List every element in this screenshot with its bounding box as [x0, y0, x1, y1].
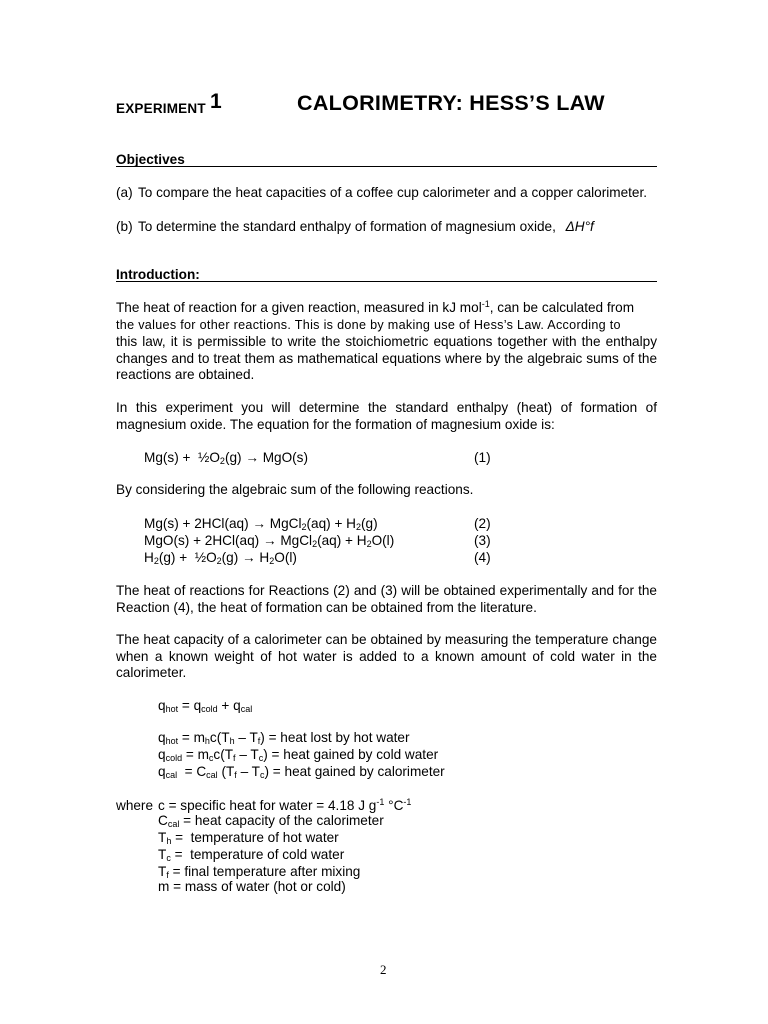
formula-q-hot: $q_{hot} = m_hc(T_h - T_f)$ = heat lost by hot water: [158, 730, 410, 746]
introduction-rule: [116, 281, 657, 282]
experiment-label: EXPERIMENT: [116, 101, 206, 116]
objective-a-label: (a): [116, 185, 133, 200]
objective-b: [116, 219, 658, 236]
objective-b-text: To determine the standard enthalpy of formation of magnesium oxide,: [138, 219, 556, 234]
equation-3: MgO(s) + 2HCl(aq) → MgCl$_2$(aq) + $H_2O(l)$ (3): [144, 533, 491, 549]
equation-4-number: (4): [474, 550, 491, 565]
intro-p1-line2: the values for other reactions. This is done by making use of Hess’s Law. According to: [116, 318, 621, 332]
introduction-heading: Introduction:: [116, 267, 200, 282]
objective-a-text: To compare the heat capacities of a coffee cup calorimeter and a copper calorimeter.: [138, 185, 648, 200]
def-mass: m = mass of water (hot or cold): [158, 879, 346, 894]
def-t-final: $T_f$ = final temperature after mixing: [158, 864, 361, 880]
equation-3-number: (3): [474, 533, 491, 548]
intro-p2: In this experiment you will determine the standard enthalpy (heat) of formation of magnesium oxide. The equation for the formation of magnesium oxide is:: [116, 400, 657, 432]
def-t-cold: $T_c$ = temperature of cold water: [158, 847, 345, 863]
formula-heat-balance: $q_{hot} = q_{cold} + q_{cal}$: [158, 698, 253, 714]
equation-1-number: (1): [474, 450, 491, 465]
def-heat-capacity: $C_{cal}$ = heat capacity of the calorimeter: [158, 813, 384, 829]
objectives-heading: Objectives: [116, 152, 185, 167]
objectives-rule: [116, 166, 657, 167]
formula-q-cal: $q_{cal} = C_{cal}$ $(T_f - T_c)$ = heat gained by calorimeter: [158, 764, 445, 780]
intro-p4: The heat of reactions for Reactions (2) and (3) will be obtained experimentally and for the Reaction (4), the heat of formation can be obtained from the literature.: [116, 583, 657, 615]
intro-p1-rest: this law, it is permissible to write the stoichiometric equations together with the enthalpy changes and to treat them as mathematical equations where by the algebraic sums of the reactions are obtained.: [116, 334, 657, 382]
equation-4: $H_2(g)$ + $\frac{1}{2}O_2(g) \to H_2O(l)$ (4): [144, 550, 491, 566]
intro-p1-line1: The heat of reaction for a given reaction, measured in kJ mol$^{-1}$, can be calculated from: [116, 299, 635, 315]
objective-a: [116, 185, 658, 202]
def-t-hot: $T_h$ = temperature of hot water: [158, 830, 339, 846]
objective-b-label: (b): [116, 219, 133, 234]
intro-p5: The heat capacity of a calorimeter can be obtained by measuring the temperature change when a known weight of hot water is added to a known amount of cold water in the calorimeter.: [116, 632, 657, 680]
def-specific-heat: c = specific heat for water = 4.18 J $g^{-1}$ $^\circ C^{-1}$: [158, 797, 412, 813]
intro-p3: By considering the algebraic sum of the following reactions.: [116, 482, 474, 497]
enthalpy-symbol: ΔH°f: [565, 219, 594, 234]
experiment-number: 1: [210, 90, 222, 113]
formula-q-cold: $q_{cold} = m_cc(T_f - T_c)$ = heat gained by cold water: [158, 747, 439, 763]
equation-2: Mg(s) + 2HCl(aq) → MgCl$_2$(aq) + $H_2(g)$ (2): [144, 516, 491, 532]
equation-2-number: (2): [474, 516, 491, 531]
page-number: 2: [380, 962, 387, 977]
page-title: CALORIMETRY: HESS’S LAW: [297, 91, 605, 115]
equation-1: $Mg(s) + \frac{1}{2}O_2(g) \to MgO(s)$ (1): [144, 450, 491, 466]
where-label: where: [116, 798, 154, 813]
